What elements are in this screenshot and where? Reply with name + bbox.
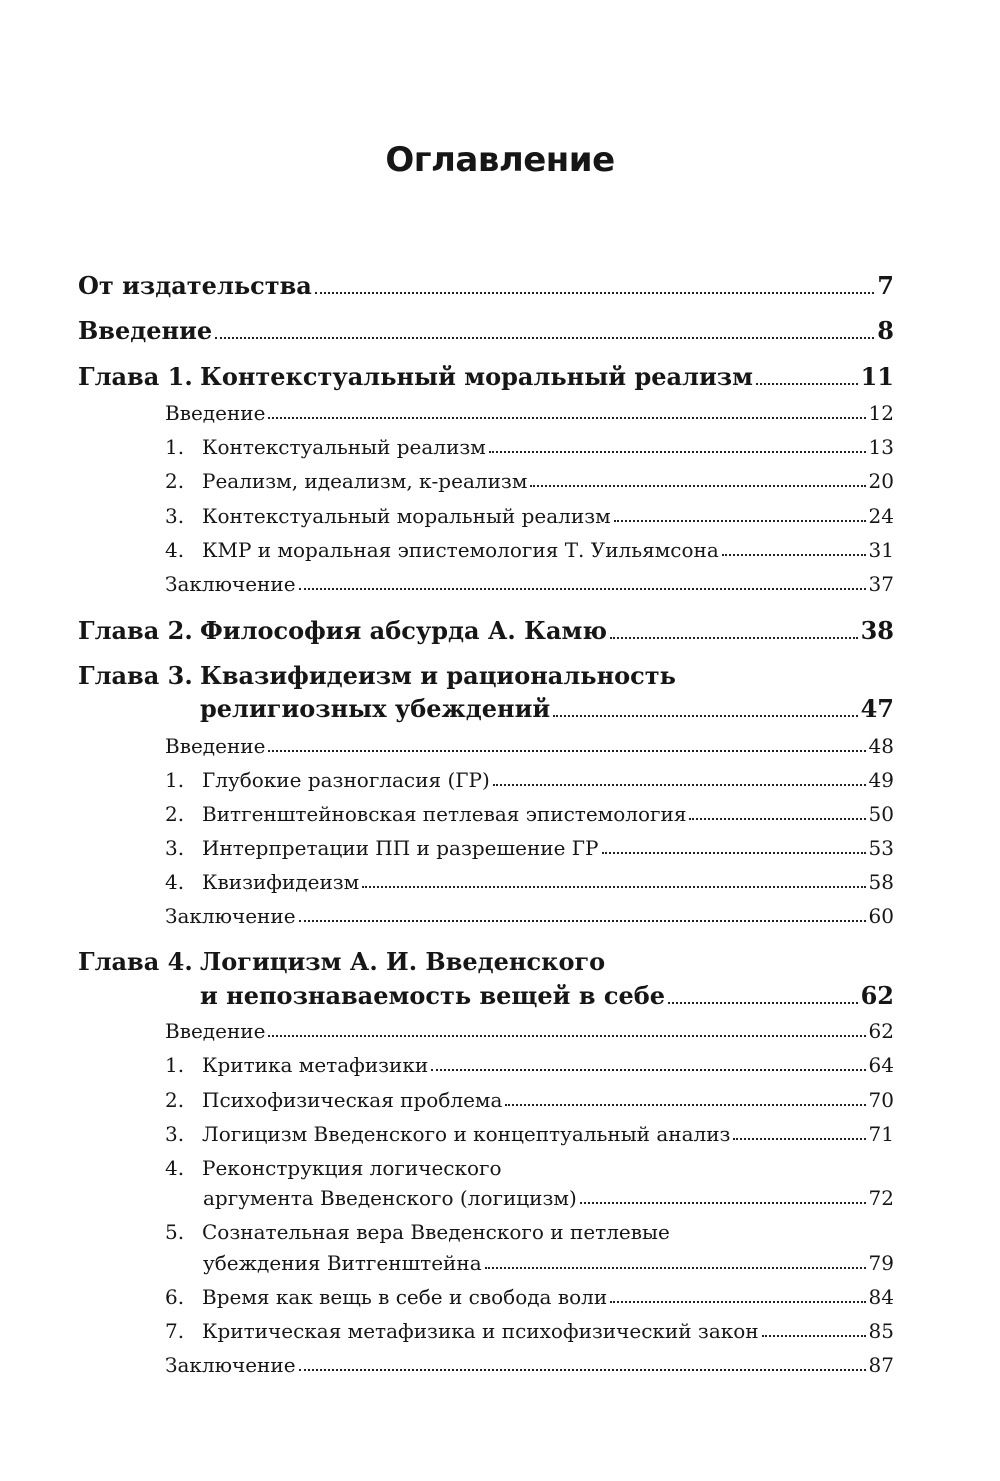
- section-title: Квизифидеизм: [202, 870, 360, 894]
- section-number: 3.: [165, 504, 185, 528]
- leader-dots: [268, 1035, 865, 1037]
- toc-chapter-3-cont[interactable]: [200, 694, 894, 724]
- toc-section[interactable]: [165, 1018, 894, 1044]
- leader-dots: [315, 292, 874, 294]
- toc-section[interactable]: [165, 835, 894, 861]
- chapter-title-cont: религиозных убеждений: [200, 694, 551, 723]
- section-title: Контекстуальный моральный реализм: [202, 504, 611, 528]
- leader-dots: [602, 852, 866, 854]
- section-number: 4.: [165, 1156, 185, 1180]
- section-title: Интерпретации ПП и разрешение ГР: [202, 836, 599, 860]
- chapter-number: Глава 2.: [78, 616, 193, 645]
- toc-section[interactable]: [165, 767, 894, 793]
- page-number: 87: [868, 1353, 894, 1377]
- leader-dots: [493, 784, 866, 786]
- page-number: 49: [868, 768, 894, 792]
- entry-label: Введение: [78, 316, 213, 345]
- section-number: 7.: [165, 1319, 185, 1343]
- toc-section[interactable]: [165, 1318, 894, 1344]
- chapter-title: Философия абсурда А. Камю: [200, 616, 607, 645]
- page-number: 38: [860, 616, 894, 645]
- section-title: Время как вещь в себе и свобода воли: [202, 1285, 608, 1309]
- chapter-title-cont: и непознаваемость вещей в себе: [200, 981, 666, 1010]
- page-number: 60: [868, 904, 894, 928]
- section-title: Реконструкция логического: [202, 1156, 502, 1180]
- section-title: Заключение: [165, 572, 296, 596]
- leader-dots: [299, 920, 866, 922]
- page-number: 58: [868, 870, 894, 894]
- page-number: 7: [877, 271, 894, 300]
- section-number: 3.: [165, 836, 185, 860]
- page-number: 79: [868, 1251, 894, 1275]
- page-number: 85: [868, 1319, 894, 1343]
- section-title: Заключение: [165, 904, 296, 928]
- page-number: 72: [868, 1186, 894, 1210]
- section-title: Критическая метафизика и психофизический закон: [202, 1319, 759, 1343]
- leader-dots: [299, 588, 866, 590]
- section-title: Витгенштейновская петлевая эпистемология: [202, 802, 687, 826]
- chapter-number: Глава 3.: [78, 661, 193, 690]
- section-number: 4.: [165, 870, 185, 894]
- toc-section[interactable]: [165, 503, 894, 529]
- page-number: 8: [877, 316, 894, 345]
- section-number: 2.: [165, 1088, 185, 1112]
- page-number: 12: [868, 401, 894, 425]
- leader-dots: [614, 520, 866, 522]
- page-number: 24: [868, 504, 894, 528]
- leader-dots: [733, 1138, 865, 1140]
- leader-dots: [299, 1369, 866, 1371]
- toc-section[interactable]: [165, 801, 894, 827]
- section-title: Логицизм Введенского и концептуальный анализ: [202, 1122, 731, 1146]
- leader-dots: [485, 1267, 866, 1269]
- toc-section[interactable]: [165, 468, 894, 494]
- section-number: 1.: [165, 768, 185, 792]
- section-title: КМР и моральная эпистемология Т. Уильямсона: [202, 538, 719, 562]
- entry-label: От издательства: [78, 271, 312, 300]
- page-number: 31: [868, 538, 894, 562]
- page-number: 20: [868, 469, 894, 493]
- toc-section[interactable]: [165, 571, 894, 597]
- section-number: 5.: [165, 1220, 185, 1244]
- toc-section[interactable]: [165, 1352, 894, 1378]
- page-number: 71: [868, 1122, 894, 1146]
- page-number: 47: [860, 694, 894, 723]
- toc-section[interactable]: [165, 869, 894, 895]
- page-number: 64: [868, 1053, 894, 1077]
- toc-entry-introduction[interactable]: [78, 316, 894, 346]
- leader-dots: [530, 485, 865, 487]
- page-number: 62: [868, 1019, 894, 1043]
- page-title: Оглавление: [385, 140, 615, 180]
- leader-dots: [489, 451, 866, 453]
- toc-section[interactable]: [165, 903, 894, 929]
- toc-section[interactable]: [165, 1284, 894, 1310]
- toc-section[interactable]: [165, 1087, 894, 1113]
- leader-dots: [668, 1002, 858, 1004]
- section-number: 1.: [165, 1053, 185, 1077]
- leader-dots: [756, 383, 858, 385]
- section-title: Реализм, идеализм, к-реализм: [202, 469, 528, 493]
- toc-section-cont[interactable]: [203, 1250, 894, 1276]
- section-title: Заключение: [165, 1353, 296, 1377]
- toc-section[interactable]: [165, 400, 894, 426]
- toc-entry-publisher[interactable]: [78, 271, 894, 301]
- toc-chapter-4[interactable]: [78, 947, 894, 977]
- section-title: Введение: [165, 1019, 266, 1043]
- leader-dots: [689, 818, 865, 820]
- section-title: Введение: [165, 401, 266, 425]
- toc-chapter-3[interactable]: [78, 661, 894, 691]
- leader-dots: [268, 750, 865, 752]
- leader-dots: [722, 554, 866, 556]
- section-title: Контекстуальный реализм: [202, 435, 486, 459]
- toc-section[interactable]: [165, 537, 894, 563]
- toc-section[interactable]: [165, 1121, 894, 1147]
- chapter-number: Глава 4.: [78, 947, 193, 976]
- page-number: 37: [868, 572, 894, 596]
- toc-chapter-2[interactable]: [78, 616, 894, 646]
- toc-chapter-1[interactable]: [78, 362, 894, 392]
- section-number: 6.: [165, 1285, 185, 1309]
- leader-dots: [362, 886, 865, 888]
- toc-section[interactable]: [165, 1219, 894, 1245]
- leader-dots: [553, 715, 857, 717]
- leader-dots: [610, 1301, 865, 1303]
- toc-section[interactable]: [165, 434, 894, 460]
- section-title: Психофизическая проблема: [202, 1088, 503, 1112]
- section-title: Критика метафизики: [202, 1053, 429, 1077]
- page-number: 11: [860, 362, 894, 391]
- page-number: 53: [868, 836, 894, 860]
- section-number: 2.: [165, 802, 185, 826]
- leader-dots: [431, 1069, 865, 1071]
- chapter-title: Контекстуальный моральный реализм: [200, 362, 753, 391]
- leader-dots: [505, 1104, 865, 1106]
- toc-section[interactable]: [165, 1155, 894, 1181]
- section-title: Введение: [165, 734, 266, 758]
- section-number: 2.: [165, 469, 185, 493]
- toc-section[interactable]: [165, 733, 894, 759]
- leader-dots: [268, 417, 865, 419]
- page-number: 70: [868, 1088, 894, 1112]
- toc-chapter-4-cont[interactable]: [200, 981, 894, 1011]
- section-number: 1.: [165, 435, 185, 459]
- page-number: 50: [868, 802, 894, 826]
- section-title: Сознательная вера Введенского и петлевые: [202, 1220, 670, 1244]
- chapter-number: Глава 1.: [78, 362, 193, 391]
- section-title: Глубокие разногласия (ГР): [202, 768, 490, 792]
- chapter-title: Логицизм А. И. Введенского: [200, 947, 606, 976]
- leader-dots: [580, 1202, 866, 1204]
- page-number: 84: [868, 1285, 894, 1309]
- toc-section[interactable]: [165, 1052, 894, 1078]
- leader-dots: [215, 337, 874, 339]
- section-title-cont: аргумента Введенского (логицизм): [203, 1186, 577, 1210]
- section-number: 4.: [165, 538, 185, 562]
- toc-section-cont[interactable]: [203, 1185, 894, 1211]
- section-number: 3.: [165, 1122, 185, 1146]
- leader-dots: [610, 637, 858, 639]
- leader-dots: [762, 1335, 866, 1337]
- page-number: 62: [860, 981, 894, 1010]
- page-number: 48: [868, 734, 894, 758]
- section-title-cont: убеждения Витгенштейна: [203, 1251, 482, 1275]
- chapter-title: Квазифидеизм и рациональность: [200, 661, 676, 690]
- page-number: 13: [868, 435, 894, 459]
